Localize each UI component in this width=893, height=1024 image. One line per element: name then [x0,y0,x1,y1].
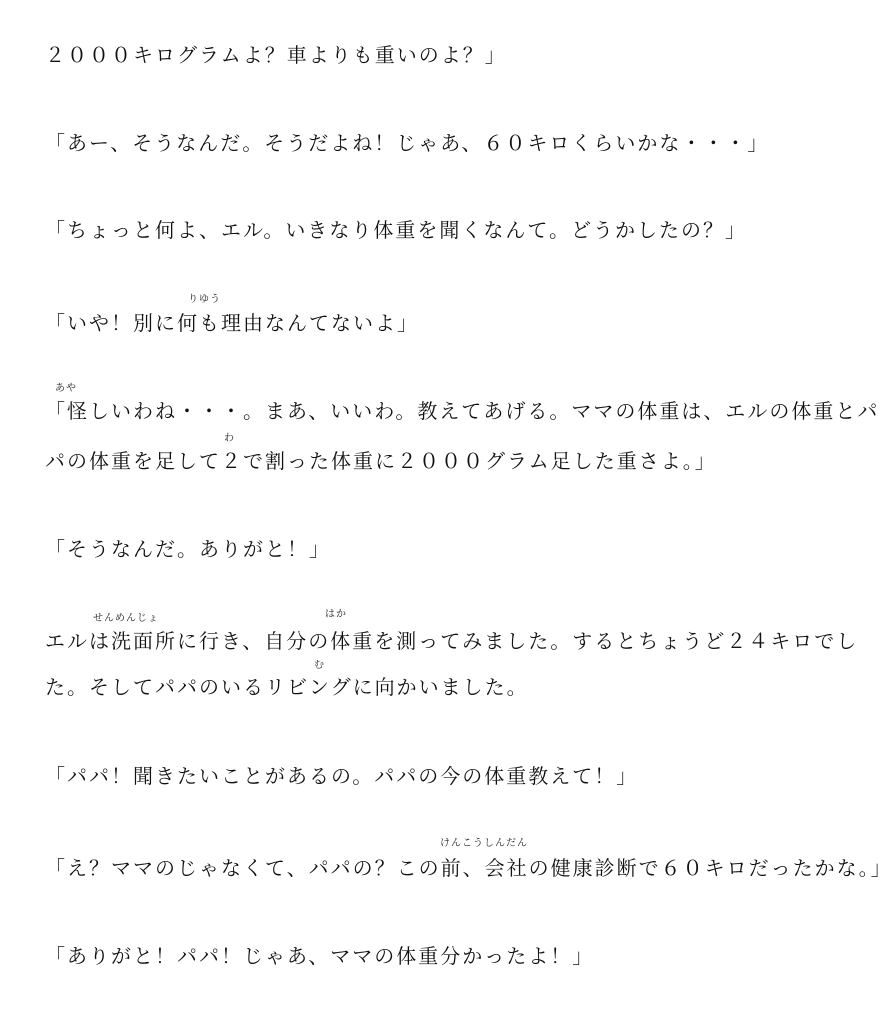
furigana-wa: わ [224,433,235,444]
text-line-3: 「ちょっと何よ、エル。いきなり体重を聞くなんて。どうかしたの？」 [45,218,747,242]
text-line-7: 「そうなんだ。ありがと！」 [45,537,331,561]
text-line-1: ２０００キログラムよ？車よりも重いのよ？」 [45,43,507,67]
furigana-senmenjo: せんめんじょ [93,613,159,624]
furigana-haka: はか [325,609,347,620]
text-line-8: エルは洗面所に行き、自分の体重を測ってみました。するとちょうど２４キロでし [45,629,859,653]
text-line-5: 「怪しいわね・・・。まあ、いいわ。教えてあげる。ママの体重は、エルの体重とパ [45,399,880,423]
furigana-riyuu: りゆう [188,294,221,305]
text-line-11: 「え？ママのじゃなくて、パパの？この前、会社の健康診断で６０キロだったかな。」 [45,856,893,880]
text-line-6: パの体重を足して２で割った体重に２０００グラム足した重さよ。」 [45,449,717,473]
text-line-2: 「あー、そうなんだ。そうだよね！じゃあ、６０キロくらいかな・・・」 [45,131,770,155]
text-line-4: 「いや！別に何も理由なんてないよ」 [45,311,419,335]
furigana-kenkoushindan: けんこうしんだん [440,838,528,849]
text-line-9: た。そしてパパのいるリビングに向かいました。 [45,675,529,699]
text-line-12: 「ありがと！パパ！じゃあ、ママの体重分かったよ！」 [45,944,595,968]
furigana-aya: あや [55,383,77,394]
furigana-mu: む [314,660,325,671]
text-line-10: 「パパ！聞きたいことがあるの。パパの今の体重教えて！」 [45,764,639,788]
